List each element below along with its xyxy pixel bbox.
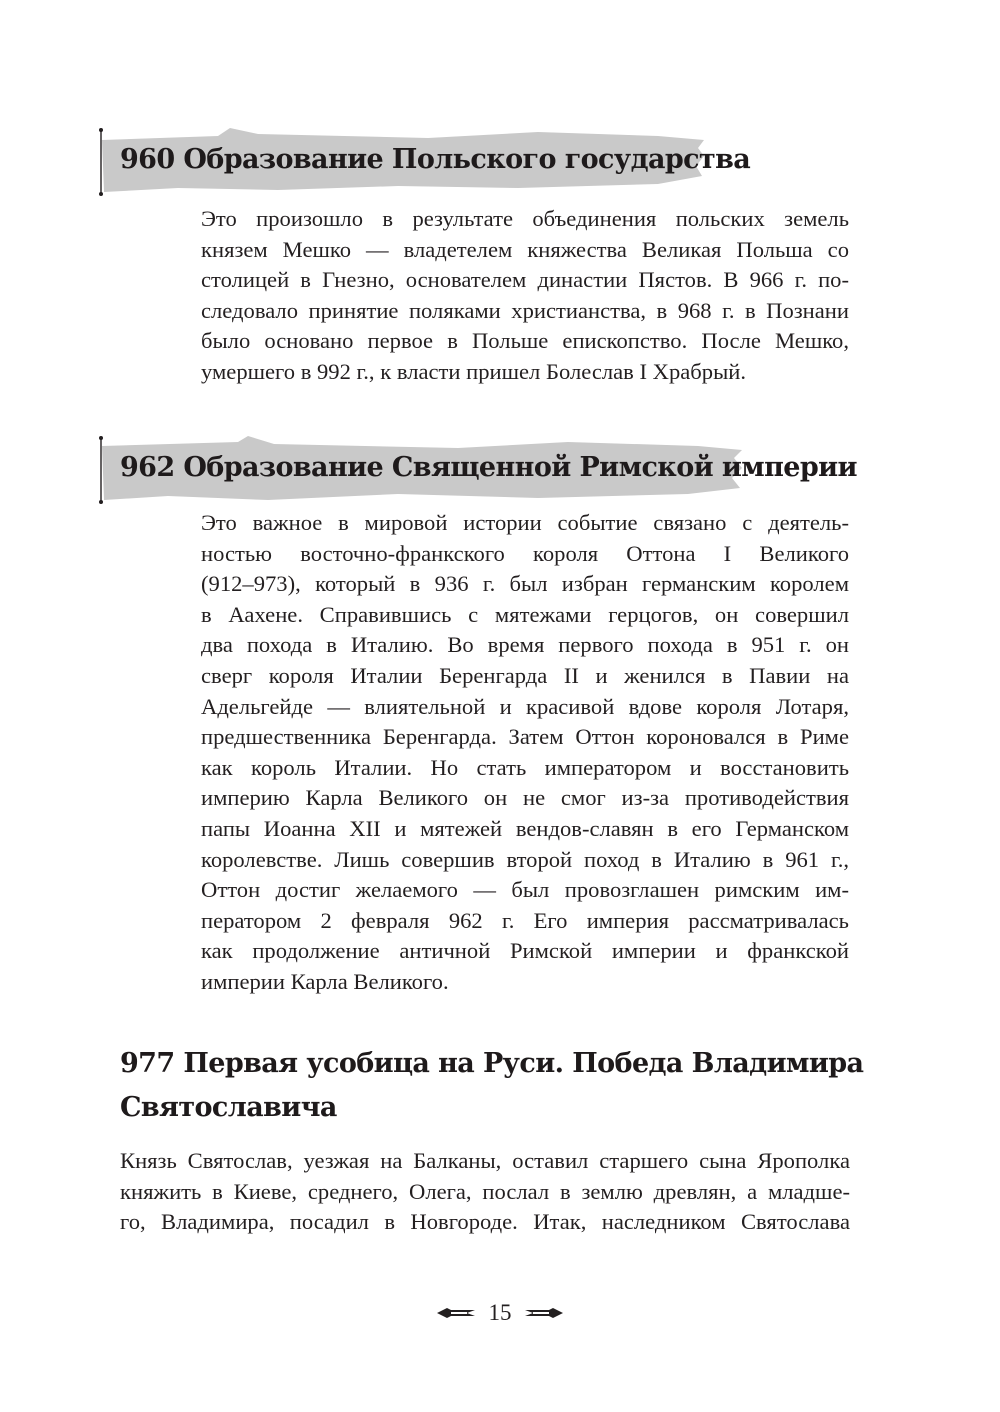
text-line: было основано первое в Польше епископство. После Мешко, <box>201 328 849 354</box>
section-title: 962 Образование Священной Римской империи <box>120 452 857 483</box>
text-line: ностью восточно-франкского короля Оттона I Великого <box>201 540 849 566</box>
text-line: как продолжение античной Римской империи и франкской <box>201 938 849 964</box>
section-title-line: 977 Первая усобица на Руси. Победа Владимира <box>120 1048 864 1079</box>
text-line: империю Карла Великого он не смог из-за противодействия <box>201 785 849 811</box>
section-962-body <box>201 508 849 998</box>
text-line: Князь Святослав, уезжая на Балканы, оставил старшего сына Ярополка <box>120 1148 850 1173</box>
page-footer <box>0 1300 1000 1336</box>
text-line: как король Италии. Но стать императором и восстановить <box>201 754 849 780</box>
right-arrow-ornament-icon <box>525 1305 563 1321</box>
text-line: королевстве. Лишь совершив второй поход в Италию в 961 г., <box>201 846 849 872</box>
text-line: княжить в Киеве, среднего, Олега, послал в землю древлян, а младше- <box>120 1178 850 1204</box>
text-line: (912–973), который в 936 г. был избран германским королем <box>201 571 849 597</box>
text-line: в Аахене. Справившись с мятежами герцогов, он совершил <box>201 601 849 627</box>
left-arrow-ornament-icon <box>437 1305 475 1321</box>
text-line: Оттон достиг желаемого — был провозглашен римским им- <box>201 877 849 903</box>
text-line: Это произошло в результате объединения польских земель <box>201 206 849 231</box>
text-line: два похода в Италию. Во время первого похода в 951 г. он <box>201 632 849 658</box>
section-title: 960 Образование Польского государства <box>120 144 751 175</box>
text-line: ператором 2 февраля 962 г. Его империя рассматривалась <box>201 907 849 933</box>
section-960-header <box>98 126 751 194</box>
text-line: сверг короля Италии Беренгарда II и женился в Павии на <box>201 662 849 688</box>
text-line: умершего в 992 г., к власти пришел Болеслав I Храбрый. <box>201 358 746 384</box>
text-line: следовало принятие поляками христианства, в 968 г. в Познани <box>201 297 849 323</box>
section-977-body <box>120 1146 850 1238</box>
text-line: Это важное в мировой истории событие связано с деятель- <box>201 510 849 535</box>
text-line: столицей в Гнезно, основателем династии Пястов. В 966 г. по- <box>201 267 849 293</box>
text-line: папы Иоанна XII и мятежей вендов-славян в его Германском <box>201 815 849 841</box>
text-line: предшественника Беренгарда. Затем Оттон короновался в Риме <box>201 724 849 750</box>
section-960-body <box>201 204 849 388</box>
text-line: го, Владимира, посадил в Новгороде. Итак, наследником Святослава <box>120 1209 850 1235</box>
section-977-heading <box>120 1042 880 1130</box>
text-line: Адельгейде — влиятельной и красивой вдове короля Лотаря, <box>201 693 849 719</box>
text-line: империи Карла Великого. <box>201 968 449 994</box>
page-number: 15 <box>488 1300 512 1325</box>
text-line: князем Мешко — владетелем княжества Великая Польша со <box>201 236 849 262</box>
section-title-line: Святославича <box>120 1092 337 1123</box>
section-962-header <box>98 434 857 502</box>
